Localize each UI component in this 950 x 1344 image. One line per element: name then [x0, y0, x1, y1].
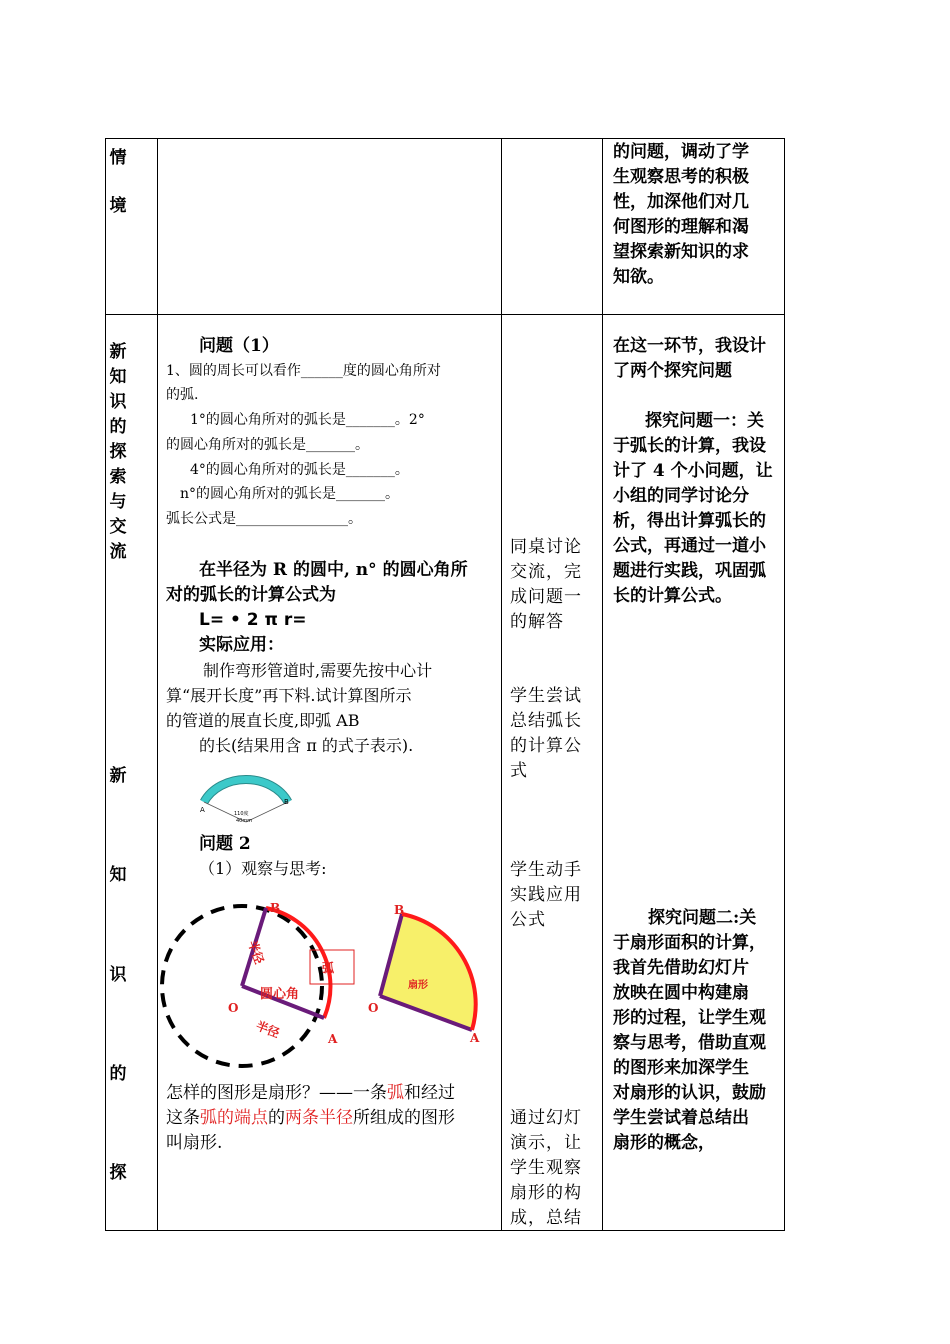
student-activity-line: 式: [510, 761, 528, 781]
q1-line: 4°的圆心角所对的弧长是_______。: [190, 462, 409, 478]
design-note-line: 扇形的概念，: [613, 1133, 715, 1153]
label-central-angle: 圆心角: [260, 987, 300, 1002]
design-note-line: 计了 4 个小问题，让: [613, 461, 773, 481]
design-note-line: 探究问题一：关: [645, 411, 764, 431]
pipe-radius-line: [246, 802, 288, 822]
student-activity-line: 交流，完: [510, 562, 582, 582]
application-line: 制作弯形管道时,需要先按中心计: [203, 661, 433, 680]
pipe-length-label: 40mm: [236, 818, 253, 824]
formula-text: 对的弧长的计算公式为: [166, 585, 336, 605]
design-note-line: 我首先借助幻灯片: [613, 958, 749, 978]
design-note-line: 察与思考，借助直观: [613, 1033, 766, 1053]
application-title: 实际应用：: [199, 635, 284, 655]
student-activity-line: 的计算公: [510, 736, 582, 756]
student-activity-line: 的解答: [510, 612, 564, 632]
q1-line: 弧长公式是________________。: [166, 511, 362, 527]
q1-title: 问题（1）: [199, 336, 279, 356]
row2-label: 探: [109, 442, 127, 462]
q1-line: 的圆心角所对的弧长是_______。: [166, 437, 369, 453]
sector-label: 扇形: [408, 980, 428, 991]
design-note-line: 公式，再通过一道小: [613, 536, 766, 556]
design-note-line: 在这一环节，我设计: [613, 336, 766, 356]
row1-col4-line: 知欲。: [613, 267, 664, 287]
design-note-line: 了两个探究问题: [613, 361, 732, 381]
student-activity-line: 实践应用: [510, 885, 582, 905]
label-arc: 弧: [322, 961, 335, 975]
design-note-line: 的图形来加深学生: [613, 1058, 749, 1078]
student-activity-line: 总结弧长: [510, 711, 582, 731]
row1-col4-line: 何图形的理解和渴: [613, 217, 749, 237]
student-activity-line: 成，总结: [510, 1208, 582, 1228]
q1-line: 的弧.: [166, 387, 199, 403]
student-activity-line: 学生尝试: [510, 686, 582, 706]
label-o: O: [228, 1001, 239, 1015]
design-note-line: 探究问题二:关: [648, 908, 757, 928]
pipe-label-b: B: [284, 798, 289, 806]
sector-definition-line3: 叫扇形.: [166, 1133, 223, 1153]
row2-label: 索: [109, 467, 127, 487]
row1-label-2: 境: [109, 196, 127, 216]
q1-line: 1、圆的周长可以看作______度的圆心角所对: [166, 363, 441, 379]
design-note-line: 长的计算公式。: [613, 586, 732, 606]
design-note-line: 对扇形的认识，鼓励: [613, 1083, 766, 1103]
row2-label: 的: [109, 1064, 127, 1084]
row2-label: 流: [109, 542, 127, 562]
row2-label: 与: [109, 492, 127, 512]
application-line: 的管道的展直长度,即弧 AB: [166, 711, 360, 730]
col-divider-3: [602, 138, 603, 1231]
row2-label: 的: [109, 417, 127, 437]
row2-label: 知: [109, 367, 127, 387]
label-b: B: [270, 901, 281, 915]
col-divider-2: [501, 138, 502, 1231]
design-note-line: 于弧长的计算，我设: [613, 436, 766, 456]
row2-label: 知: [109, 865, 127, 885]
table-border-right: [784, 138, 785, 1231]
arc-length-formula: L= • 2 π r=: [199, 610, 307, 630]
table-border-top: [105, 138, 785, 139]
student-activity-line: 同桌讨论: [510, 537, 582, 557]
label-a: A: [328, 1032, 338, 1046]
student-activity-line: 通过幻灯: [510, 1108, 582, 1128]
row2-label: 探: [109, 1163, 127, 1183]
pipe-angle-label: 110度: [234, 811, 249, 817]
row2-label: 新: [109, 342, 127, 362]
table-border-bottom: [105, 1230, 785, 1231]
application-line: 算“展开长度”再下料.试计算图所示: [166, 686, 412, 705]
pipe-label-a: A: [200, 806, 205, 814]
row1-label-1: 情: [109, 148, 127, 168]
student-activity-line: 公式: [510, 910, 546, 930]
label-radius: 半径: [253, 1018, 282, 1041]
formula-text: 在半径为 R 的圆中, n° 的圆心角所: [199, 560, 468, 580]
row1-col4-line: 生观察思考的积极: [613, 167, 749, 187]
design-note-line: 题进行实践，巩固弧: [613, 561, 766, 581]
sector-label-a: A: [470, 1031, 480, 1045]
row2-label: 新: [109, 766, 127, 786]
row2-label: 识: [109, 965, 127, 985]
design-note-line: 学生尝试着总结出: [613, 1108, 749, 1128]
label-radius: 半径: [245, 938, 267, 966]
row1-col4-line: 性，加深他们对几: [613, 192, 749, 212]
row1-col4-line: 的问题，调动了学: [613, 142, 749, 162]
row2-label: 识: [109, 392, 127, 412]
pipe-diagram: [196, 762, 298, 824]
sector-label-b: B: [394, 903, 405, 917]
student-activity-line: 演示，让: [510, 1133, 582, 1153]
q2-subtitle: （1）观察与思考:: [199, 859, 327, 878]
student-activity-line: 学生动手: [510, 860, 582, 880]
student-activity-line: 成问题一: [510, 587, 582, 607]
sector-label-o: O: [368, 1001, 379, 1015]
row2-label: 交: [109, 517, 127, 537]
row-divider: [105, 314, 785, 315]
q1-line: 1°的圆心角所对的弧长是_______。2°: [190, 412, 425, 428]
design-note-line: 放映在圆中构建扇: [613, 983, 749, 1003]
student-activity-line: 扇形的构: [510, 1183, 582, 1203]
design-note-line: 于扇形面积的计算，: [613, 933, 766, 953]
q2-title: 问题 2: [199, 834, 251, 854]
application-line: 的长(结果用含 π 的式子表示).: [199, 736, 414, 755]
q1-line: n°的圆心角所对的弧长是_______。: [180, 486, 400, 502]
row1-col4-line: 望探索新知识的求: [613, 242, 749, 262]
design-note-line: 析，得出计算弧长的: [613, 511, 766, 531]
sector-diagram: [152, 898, 492, 1074]
pipe-arc: [204, 779, 288, 802]
student-activity-line: 学生观察: [510, 1158, 582, 1178]
sector-definition-line2: 这条弧的端点的两条半径所组成的图形: [166, 1108, 455, 1128]
design-note-line: 小组的同学讨论分: [613, 486, 749, 506]
sector-definition-line1: 怎样的图形是扇形？——一条弧和经过: [166, 1083, 455, 1103]
design-note-line: 形的过程，让学生观: [613, 1008, 766, 1028]
